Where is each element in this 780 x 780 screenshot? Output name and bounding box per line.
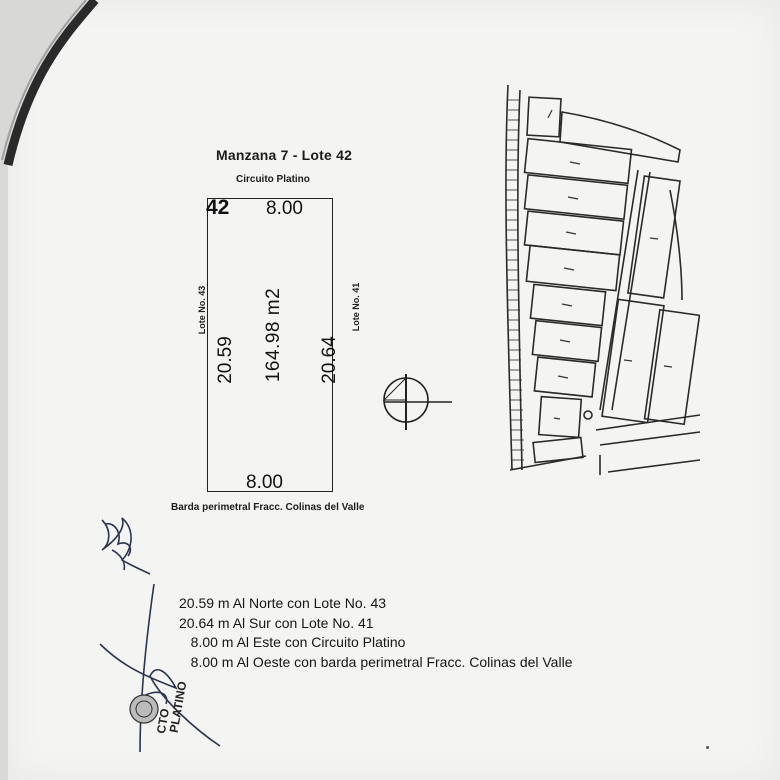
left-dimension: 20.59 bbox=[215, 336, 236, 384]
lot-number: 42 bbox=[206, 196, 230, 219]
left-neighbor-label: Lote No. 43 bbox=[197, 285, 207, 335]
street-north-label: Circuito Platino bbox=[236, 174, 310, 185]
signature-mark bbox=[92, 510, 162, 580]
boundary-south: 20.64 m Al Sur con Lote No. 41 bbox=[179, 614, 374, 631]
boundary-west: 8.00 m Al Oeste con barda perimetral Fracc. Colinas del Valle bbox=[179, 653, 573, 670]
boundary-descriptions bbox=[179, 594, 572, 672]
lot-area: 164.98 m2 bbox=[263, 287, 284, 383]
subdivision-map bbox=[500, 80, 700, 480]
stamp-text-1: CTO bbox=[153, 707, 173, 735]
bottom-dimension: 8.00 bbox=[246, 472, 283, 493]
street-south-label: Barda perimetral Fracc. Colinas del Valle bbox=[171, 502, 365, 513]
north-arrow-icon bbox=[380, 372, 454, 432]
top-dimension: 8.00 bbox=[266, 198, 303, 219]
seal-stamp bbox=[116, 680, 286, 757]
boundary-north: 20.59 m Al Norte con Lote No. 43 bbox=[179, 595, 387, 611]
stamp-text-2: PLATINO bbox=[166, 680, 190, 734]
page-curl-shadow bbox=[0, 0, 120, 170]
speck bbox=[706, 746, 709, 749]
right-neighbor-label: Lote No. 41 bbox=[351, 282, 361, 332]
boundary-east: 8.00 m Al Este con Circuito Platino bbox=[179, 634, 406, 650]
document-title: Manzana 7 - Lote 42 bbox=[216, 147, 353, 163]
right-dimension: 20.64 bbox=[319, 336, 340, 384]
